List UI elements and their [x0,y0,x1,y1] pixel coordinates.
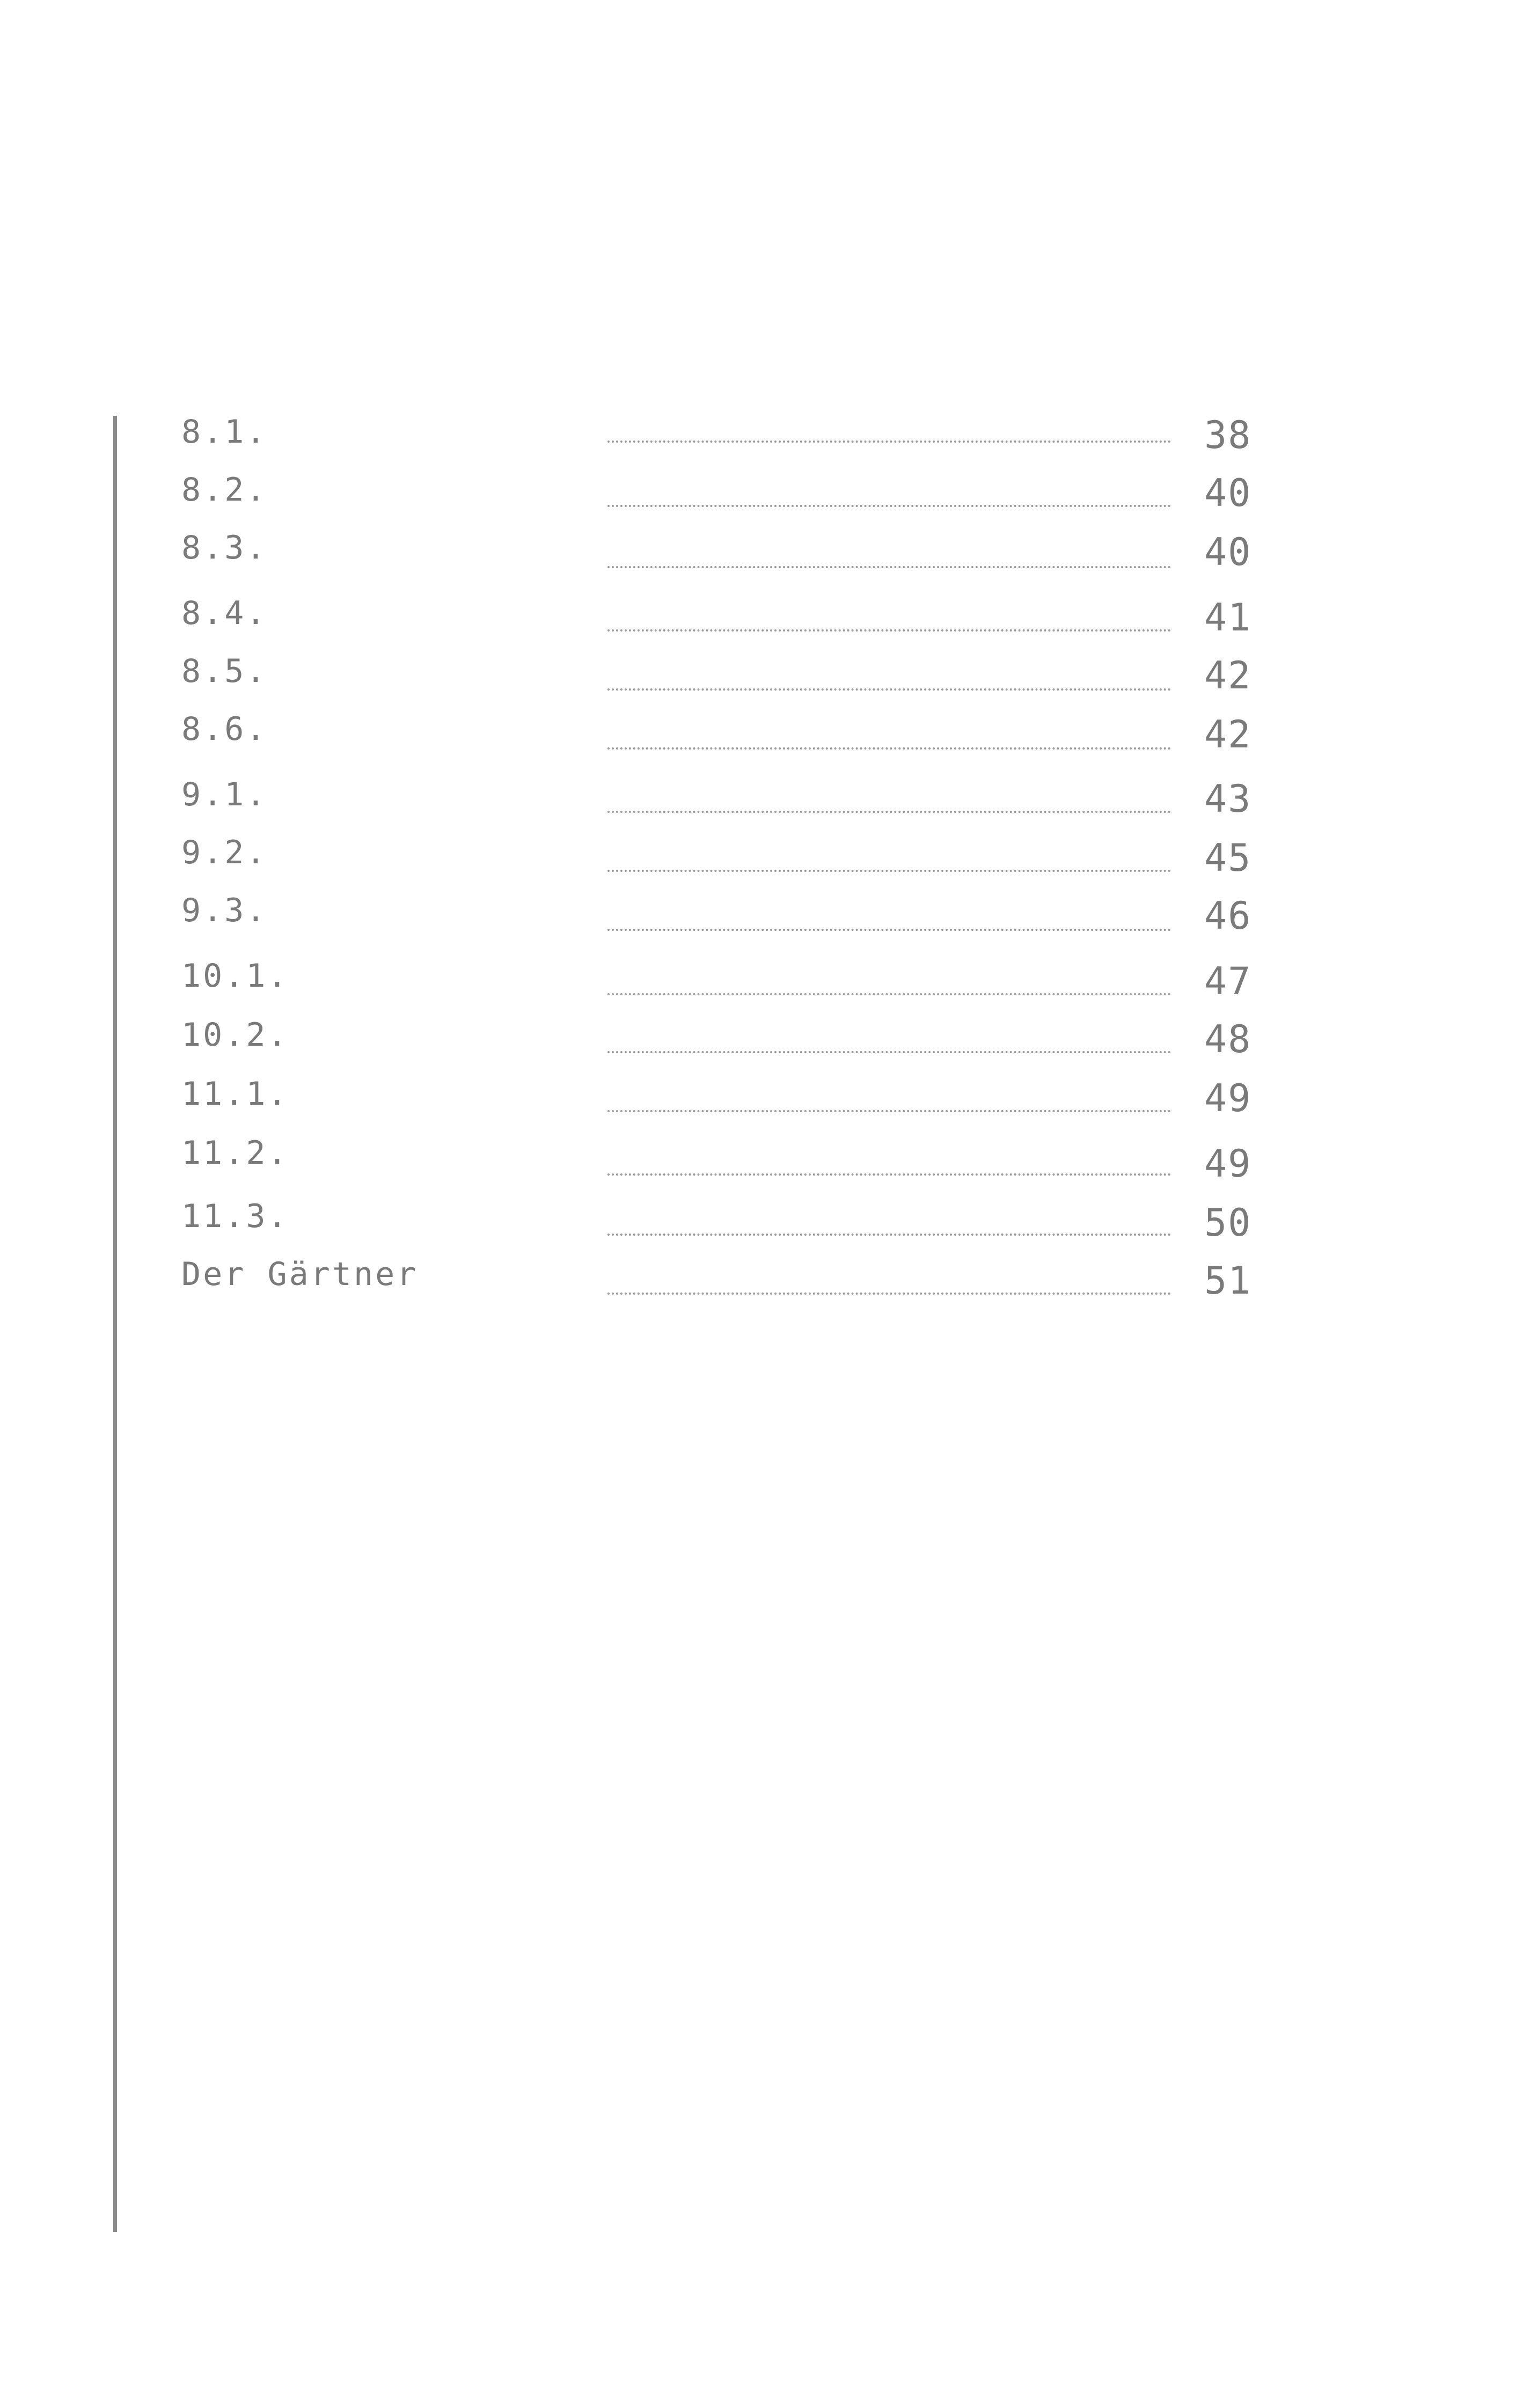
toc-entry [0,1253,1523,1306]
toc-dot-leader [607,993,1171,995]
toc-entry [0,708,1523,761]
toc-entry-label: 8.5. [181,652,268,690]
toc-entry [0,650,1523,703]
toc-entry-page: 49 [1204,1142,1252,1186]
toc-entry [0,1132,1523,1185]
toc-entry [0,410,1523,464]
toc-entry [0,1195,1523,1249]
toc-entry-page: 42 [1204,654,1252,698]
toc-dot-leader [607,1293,1171,1295]
toc-entry-label: 10.2. [181,1016,289,1054]
toc-entry-page: 50 [1204,1201,1252,1245]
toc-entry-page: 48 [1204,1017,1252,1061]
toc-entry-page: 49 [1204,1076,1252,1120]
toc-dot-leader [607,629,1171,632]
toc-entry-page: 51 [1204,1259,1252,1303]
toc-entry [0,592,1523,645]
toc-entry-label: 8.4. [181,594,268,632]
toc-dot-leader [607,505,1171,507]
toc-dot-leader [607,870,1171,872]
toc-entry [0,526,1523,580]
toc-dot-leader [607,1173,1171,1176]
toc-entry [0,889,1523,943]
toc-entry [0,955,1523,1008]
toc-dot-leader [607,441,1171,443]
toc-entry-label: 8.6. [181,710,268,748]
toc-entry-label: 8.1. [181,413,268,451]
toc-entry-label: 9.2. [181,834,268,871]
toc-dot-leader [607,1234,1171,1236]
toc-dot-leader [607,747,1171,750]
toc-entry-label: 9.3. [181,892,268,929]
toc-dot-leader [607,929,1171,931]
toc-entry-page: 42 [1204,713,1252,757]
toc-entry-label: 11.2. [181,1134,289,1172]
toc-entry-label: 10.1. [181,957,289,995]
toc-entry-label: 8.3. [181,529,268,567]
toc-entry [0,773,1523,827]
toc-entry-label: Der Gärtner [181,1256,419,1293]
toc-dot-leader [607,1110,1171,1112]
toc-entry-label: 8.2. [181,471,268,509]
toc-entry-page: 41 [1204,596,1252,640]
toc-entry-page: 45 [1204,836,1252,880]
toc-entry [0,1073,1523,1126]
toc-entry-page: 38 [1204,413,1252,457]
toc-entry [0,831,1523,885]
toc-entry-page: 43 [1204,777,1252,821]
toc-entry-page: 40 [1204,471,1252,515]
toc-entry-page: 47 [1204,959,1252,1003]
toc-entry-page: 40 [1204,530,1252,574]
toc-entry-page: 46 [1204,894,1252,938]
toc-dot-leader [607,811,1171,813]
toc-dot-leader [607,1051,1171,1053]
toc-dot-leader [607,688,1171,691]
toc-entry-label: 11.3. [181,1198,289,1235]
toc-dot-leader [607,566,1171,568]
toc-entry [0,468,1523,522]
toc-entry-label: 9.1. [181,776,268,813]
toc-entry-label: 11.1. [181,1075,289,1113]
toc-entry [0,1014,1523,1067]
